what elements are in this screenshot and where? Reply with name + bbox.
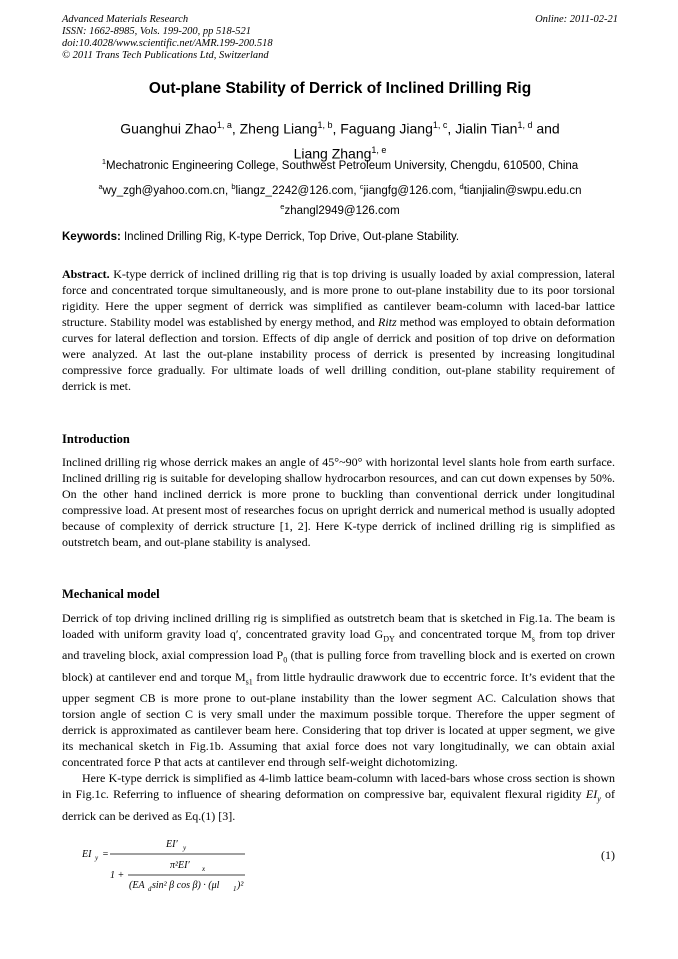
eq-inner-numerator-sub: x	[202, 865, 206, 873]
mechanical-paragraph-2: Here K-type derrick is simplified as 4-limb lattice beam-column with laced-bars whose cross section is shown in Fig.1c. Referring to influence of shearing deformation on compressive bar, equivalent flexural rigidity $EI_y$ of derrick can be derived as Eq.(1) [3].	[62, 771, 615, 823]
eq-inner-numerator: π²EI′	[170, 860, 190, 871]
section-heading-mechanical-model: Mechanical model	[62, 587, 160, 601]
email-address[interactable]: liangz_2242@126.com	[235, 184, 354, 197]
paper-title: Out-plane Stability of Derrick of Inclined Drilling Rig	[148, 80, 532, 97]
eq-numerator: EI′	[166, 839, 178, 850]
email-list: $^a$wy_zgh@yahoo.com.cn, $^b$liangz_2242@126.com, $^c$jiangfg@126.com, $^d$tianjialin@swpu.edu.cn $^e$zhangl2949@126.com	[98, 182, 582, 217]
abstract: Abstract. K-type derrick of inclined drilling rig that is top driving is usually loaded by axial compression, lateral force and concentrated torque simultaneously, and is more prone to out-plane instability due to its poor torsional rigidity. Here the upper segment of derrick was simplified as cantilever beam-column with laced-bar lattice structure. Stability model was established by energy method, and Ritz method was employed to obtain deformation curves for lateral deflection and torsion. Effects of dip angle of derrick and position of top drive on deformation were analyzed. At last the out-plane instability process of derrick is presented by increasing longitudinal compressive force gradually. For ultimate loads of well drilling condition, out-plane stability requirement of derrick is met.	[62, 267, 616, 393]
mechanical-model-text	[62, 610, 615, 824]
abstract-label: Abstract.	[62, 267, 110, 281]
author-sup: 1, c	[432, 120, 448, 130]
eq-lhs-sub: y	[95, 854, 99, 862]
author-name: Faguang Jiang	[340, 120, 433, 137]
section-heading-introduction: Introduction	[62, 432, 130, 446]
author-name: Zheng Liang	[239, 120, 318, 137]
keywords	[62, 231, 618, 243]
eq-inner-denominator-rest: sin² β cos β) · (μl	[152, 880, 220, 891]
email-address[interactable]: jiangfg@126.com	[363, 184, 454, 197]
author-name: Jialin Tian	[455, 120, 518, 137]
journal-name: Advanced Materials Research	[62, 14, 189, 25]
journal-header	[62, 14, 618, 62]
eq-lhs: EI	[82, 849, 92, 860]
author-sup: 1, d	[517, 120, 533, 130]
eq-inner-denominator: (EA	[129, 880, 145, 891]
eq-inner-denominator-sub2: 1	[233, 885, 237, 893]
copyright-line: © 2011 Trans Tech Publications Ltd, Switzerland	[62, 50, 269, 61]
mechanical-paragraph-1: Derrick of top driving inclined drilling rig is simplified as outstretch beam that is sketched in Fig.1a. The beam is loaded with uniform gravity load q′, concentrated gravity load $G_{DY}$ and concentrated torque $M_s$ from top driver and traveling block, axial compression load $P_0$ (that is pulling force from travelling block and is exerted on crown block) at cantilever end and torque $M_{s1}$ from little hydraulic drawwork due to eccentric force. It’s evident that the upper segment CB is more prone to out-plane instability than the lower segment AC. Calculation shows that torsion angle of section C is very small under the maximum possible torque. Therefore the upper segment of derrick is approximated as cantilever beam here. Considering that top driver is located at upper segment, we give its mechanical sketch in Fig.1b. Assuming that axial force does not vary longitudinally, we can obtain axial concentrated force P that acts at cantilever end through self-weight dichotomizing.	[62, 611, 616, 770]
email-address[interactable]: zhangl2949@126.com	[284, 204, 400, 217]
affiliation: $^1$Mechatronic Engineering College, Southwest Petroleum University, Chengdu, 610500, China	[101, 157, 579, 172]
issn-line: ISSN: 1662-8985, Vols. 199-200, pp 518-521	[62, 26, 251, 37]
eq-denominator-one: 1 +	[110, 870, 125, 881]
eq-inner-denominator-end: )²	[237, 880, 244, 891]
equation-number: (1)	[601, 848, 615, 862]
author-sup: 1, b	[317, 120, 333, 130]
email-address[interactable]: tianjialin@swpu.edu.cn	[463, 184, 582, 197]
keywords-label: Keywords:	[62, 231, 121, 243]
author-list: Guanghui Zhao$^{1, a}$, Zheng Liang$^{1, b}$, Faguang Jiang$^{1, c}$, Jialin Tian$^{1, d}$ and Liang Zhang$^{1, e}$	[120, 120, 560, 162]
introduction-paragraph: Inclined drilling rig whose derrick makes an angle of 45°~90° with horizontal level slants hole from earth surface. Inclined drilling rig is suitable for developing shallow hydrocarbon resources, and can cut down expenses by 50%. On the other hand inclined derrick is more prone to buckling than conventional derrick under longitudinal compressive load. At present most of researches focus on upright derrick and numerical method is usually adopted because of complexity of derrick structure [1, 2]. Here K-type derrick of inclined drilling rig is simplified as outstretch beam, and out-plane stability is analysed.	[62, 455, 615, 549]
author-sup: 1, a	[216, 120, 232, 130]
email-address[interactable]: wy_zgh@yahoo.com.cn	[102, 184, 225, 197]
online-date: Online: 2011-02-21	[535, 14, 618, 25]
eq-inner-denominator-sub: d	[148, 885, 152, 893]
doi-line: doi:10.4028/www.scientific.net/AMR.199-200.518	[62, 38, 273, 49]
author-name: Guanghui Zhao	[120, 120, 217, 137]
author-sup: 1, e	[371, 144, 387, 155]
keywords-text: Inclined Drilling Rig, K-type Derrick, Top Drive, Out-plane Stability.	[120, 231, 460, 243]
author-name: Liang Zhang	[293, 145, 372, 162]
equation-graphic	[82, 835, 282, 897]
eq-equals: =	[102, 849, 109, 860]
equation-1	[82, 835, 615, 897]
eq-numerator-sub: y	[183, 844, 187, 852]
